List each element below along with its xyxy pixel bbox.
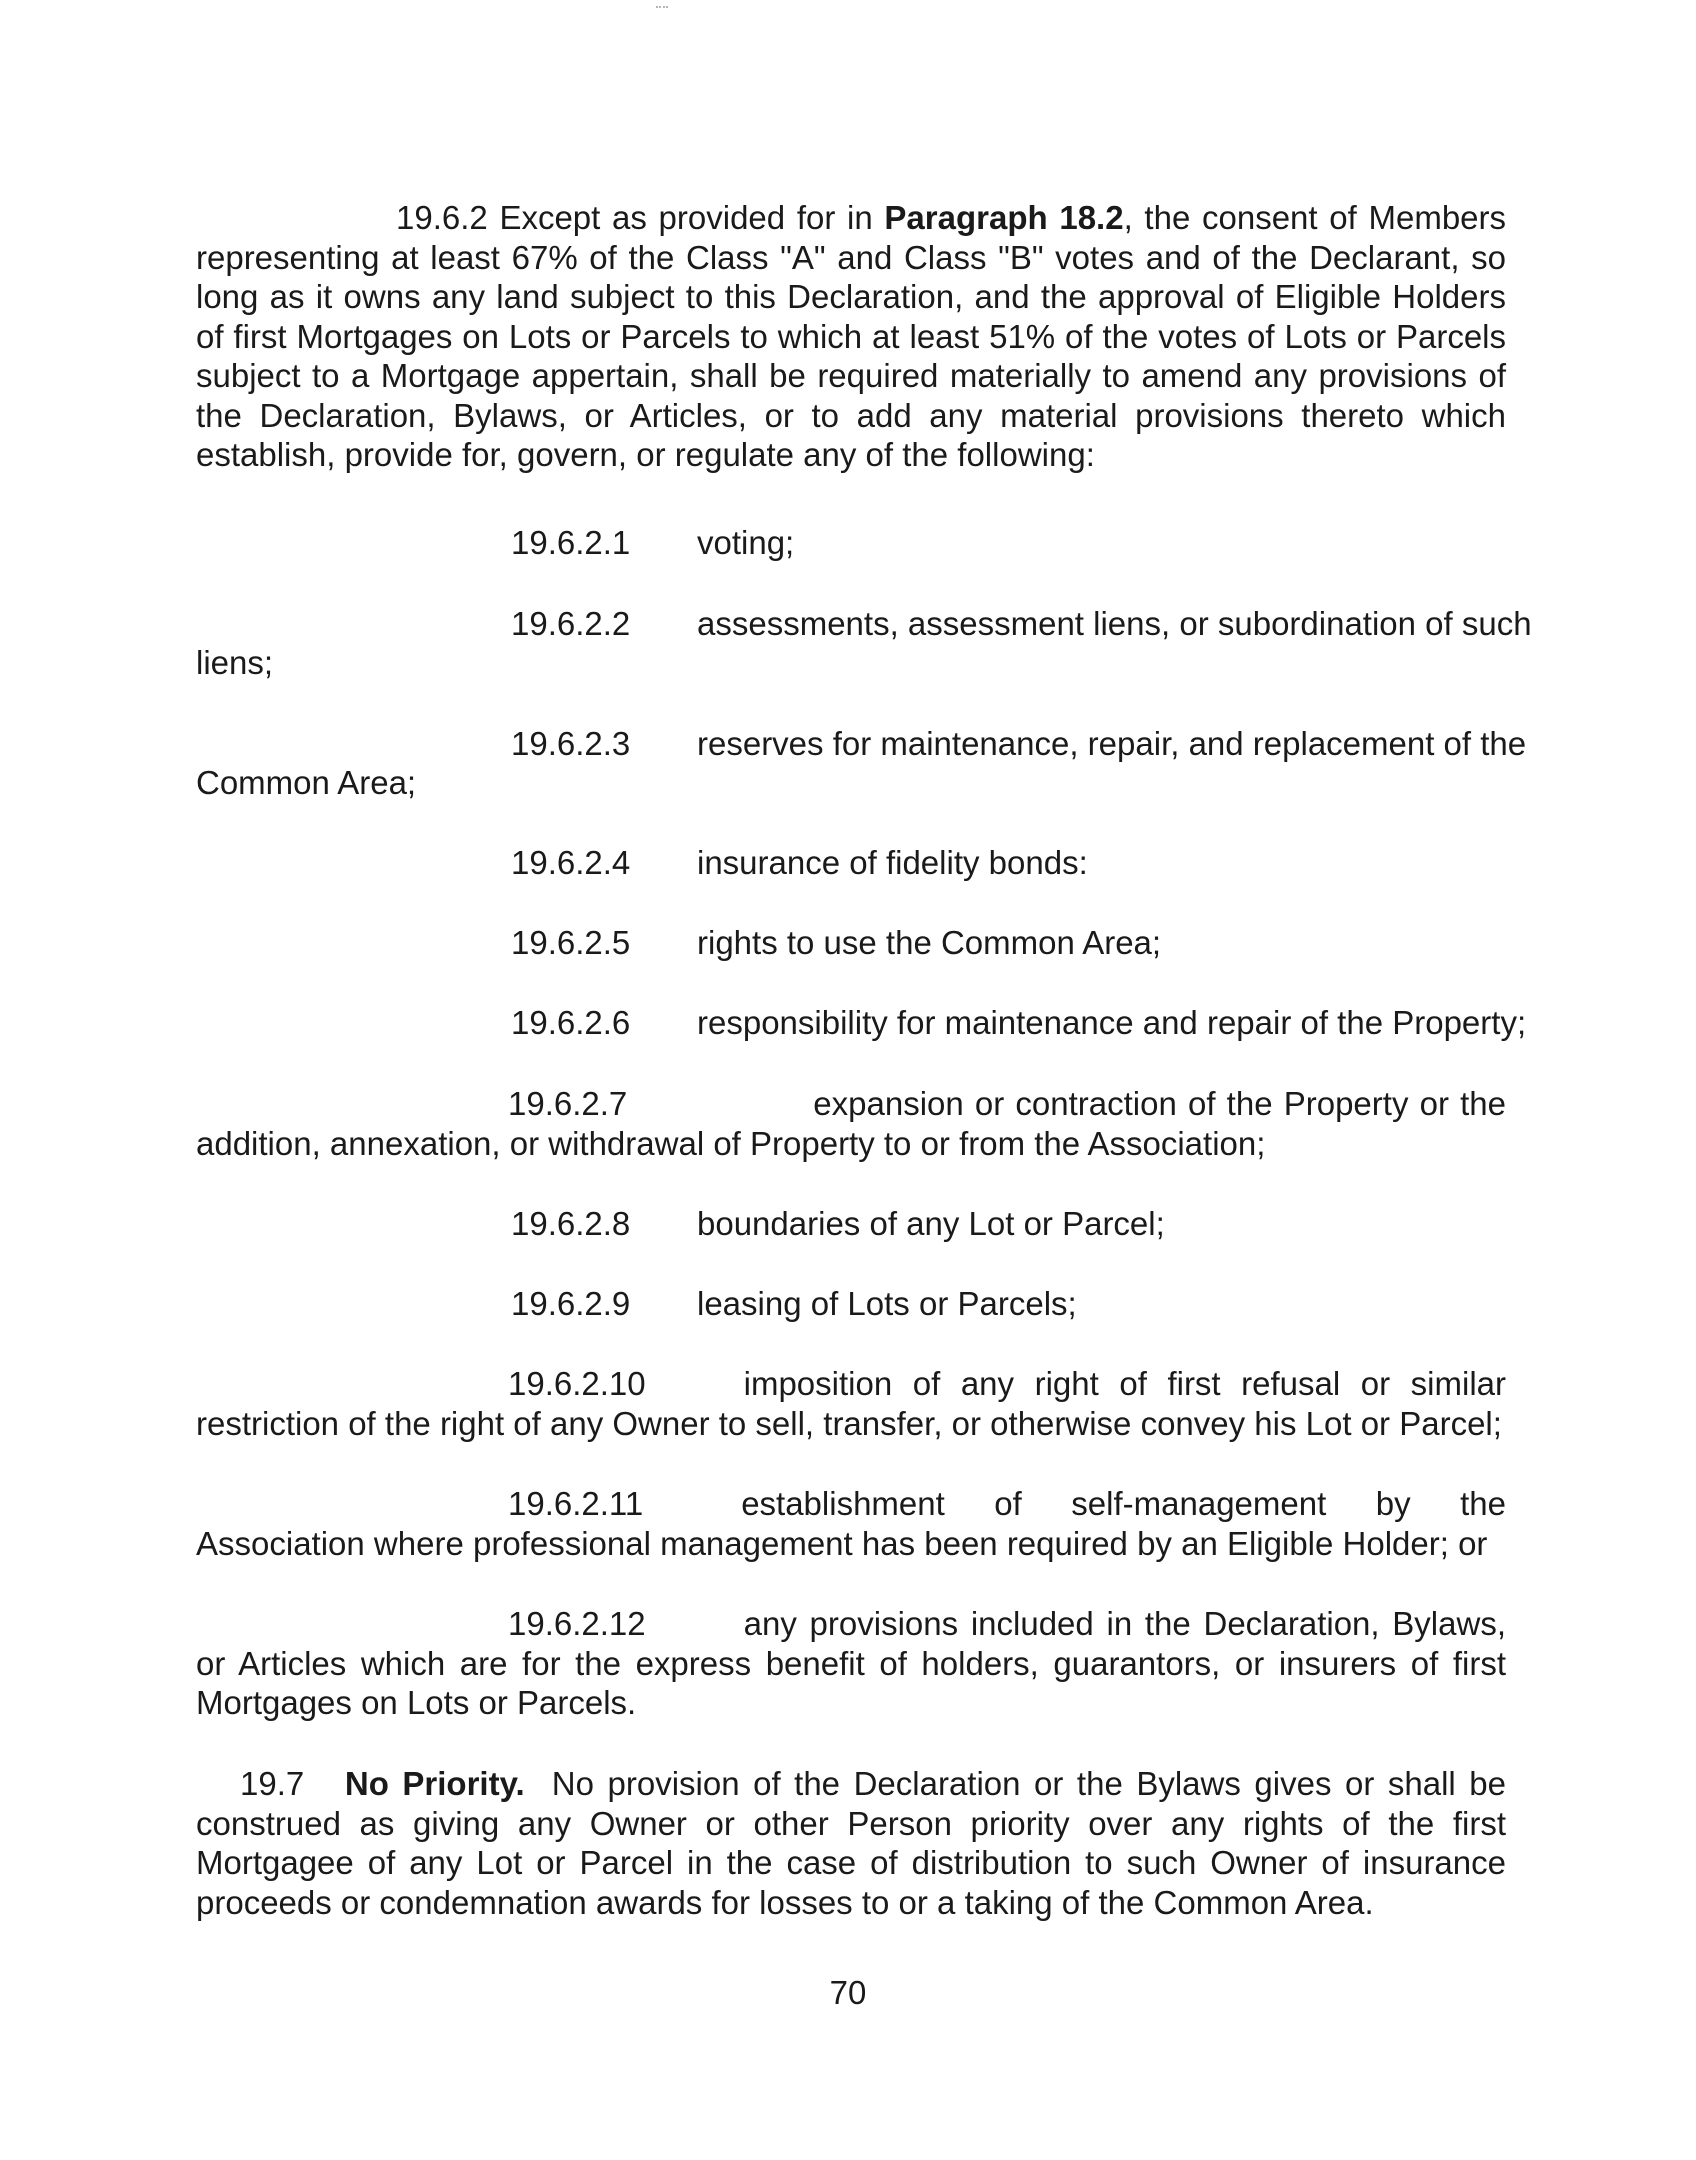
section-heading: No Priority. xyxy=(344,1765,525,1802)
item-number: 19.6.2.2 xyxy=(511,605,631,642)
list-item-19-6-2-5 xyxy=(0,923,1696,963)
section-body: No provision of the Declaration or the Bylaws gives or shall be construed as giving any Owner or other Person priority over any rights of the first Mortgagee of any Lot or Parcel in the case of distribution to such Owner of insurance proceeds or condemnation awards for losses to or a taking of the Common Area. xyxy=(196,1765,1506,1921)
list-item-19-6-2-3-continuation xyxy=(0,763,1696,803)
list-item-19-6-2-2-continuation xyxy=(0,643,1696,683)
paragraph-19-6-2-lead: 19.6.2 Except as provided for in xyxy=(396,199,885,236)
list-item-19-6-2-9 xyxy=(0,1284,1696,1324)
list-item-19-6-2-12 xyxy=(196,1604,1506,1723)
paragraph-19-6-2 xyxy=(196,198,1506,475)
paragraph-18-2-reference: Paragraph 18.2 xyxy=(884,199,1124,236)
item-text: responsibility for maintenance and repair of the Property; xyxy=(697,1004,1527,1041)
item-text: assessments, assessment liens, or subordination of such xyxy=(697,605,1532,642)
item-number: 19.6.2.12 xyxy=(508,1605,646,1642)
item-text: boundaries of any Lot or Parcel; xyxy=(697,1205,1165,1242)
page-number: 70 xyxy=(829,1974,867,2011)
list-item-19-6-2-11 xyxy=(196,1484,1506,1563)
item-text: any provisions included in the Declaration, Bylaws, or Articles which are for the express benefit of holders, guarantors, or insurers of first Mortgages on Lots or Parcels. xyxy=(196,1605,1506,1721)
item-text: insurance of fidelity bonds: xyxy=(697,844,1088,881)
item-text-continuation: Common Area; xyxy=(196,764,417,801)
item-number: 19.6.2.10 xyxy=(508,1365,646,1402)
list-item-19-6-2-8 xyxy=(0,1204,1696,1244)
scan-artifact xyxy=(656,6,668,10)
section-number: 19.7 xyxy=(240,1765,305,1802)
item-number: 19.6.2.3 xyxy=(511,725,631,762)
item-text: expansion or contraction of the Property or the addition, annexation, or withdrawal of Property to or from the Association; xyxy=(196,1085,1506,1162)
item-number: 19.6.2.5 xyxy=(511,924,631,961)
item-number: 19.6.2.1 xyxy=(511,524,631,561)
item-text: leasing of Lots or Parcels; xyxy=(697,1285,1077,1322)
list-item-19-6-2-6 xyxy=(0,1003,1696,1043)
item-number: 19.6.2.11 xyxy=(508,1485,644,1522)
item-text-continuation: liens; xyxy=(196,644,274,681)
list-item-19-6-2-3 xyxy=(0,724,1696,764)
list-item-19-6-2-7 xyxy=(196,1084,1506,1163)
list-item-19-6-2-2 xyxy=(0,604,1696,644)
item-number: 19.6.2.4 xyxy=(511,844,631,881)
item-number: 19.6.2.6 xyxy=(511,1004,631,1041)
paragraph-19-7 xyxy=(196,1764,1506,1922)
item-text: establishment of self-management by the Association where professional management has been required by an Eligible Holder; or xyxy=(196,1485,1506,1562)
item-text: rights to use the Common Area; xyxy=(697,924,1162,961)
list-item-19-6-2-4 xyxy=(0,843,1696,883)
item-text: voting; xyxy=(697,524,795,561)
item-number: 19.6.2.8 xyxy=(511,1205,631,1242)
item-number: 19.6.2.9 xyxy=(511,1285,631,1322)
item-number: 19.6.2.7 xyxy=(508,1085,628,1122)
list-item-19-6-2-10 xyxy=(196,1364,1506,1443)
item-text: imposition of any right of first refusal or similar restriction of the right of any Owner to sell, transfer, or otherwise convey his Lot or Parcel; xyxy=(196,1365,1506,1442)
list-item-19-6-2-1 xyxy=(0,523,1696,563)
paragraph-19-6-2-body: , the consent of Members representing at least 67% of the Class "A" and Class "B" votes and of the Declarant, so long as it owns any land subject to this Declaration, and the approval of Eligible Holders of first Mortgages on Lots or Parcels to which at least 51% of the votes of Lots or Parcels subject to a Mortgage appertain, shall be required materially to amend any provisions of the Declaration, Bylaws, or Articles, or to add any material provisions thereto which establish, provide for, govern, or regulate any of the following: xyxy=(196,199,1507,473)
item-text: reserves for maintenance, repair, and replacement of the xyxy=(697,725,1527,762)
